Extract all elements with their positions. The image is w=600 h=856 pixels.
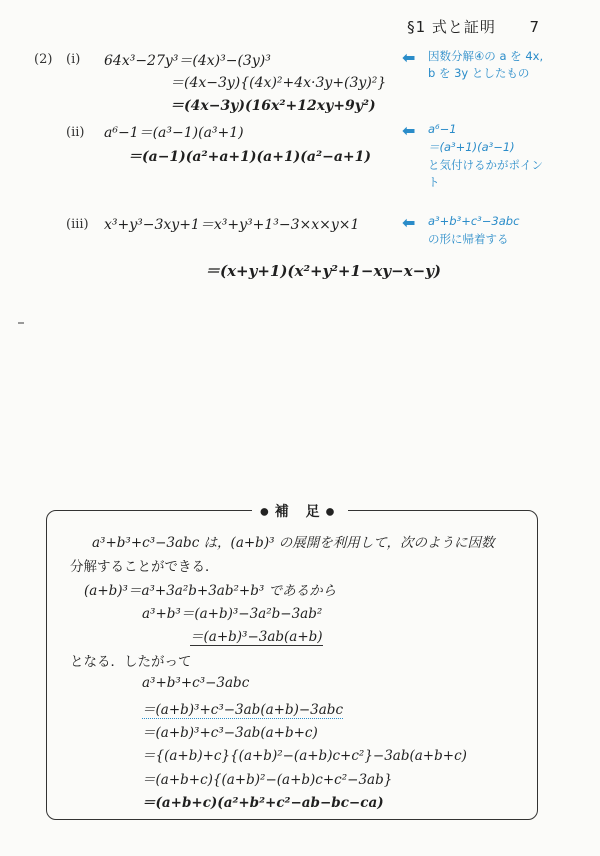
eq-i-line1: 64x³−27y³＝(4x)³−(3y)³ — [104, 53, 271, 69]
bullet-icon: ● — [325, 506, 341, 518]
eq-i-answer: ＝(4x−3y)(16x²+12xy+9y²) — [170, 98, 376, 114]
supplement-title: ●補 足● — [252, 501, 348, 521]
eq-ii-line1: a⁶−1＝(a³−1)(a³+1) — [104, 125, 244, 141]
left-arrow-icon: ⬅ — [402, 213, 416, 232]
part-ii-label: (ii) — [66, 125, 85, 140]
page-number: 7 — [529, 18, 540, 36]
supp-eq-3: ＝(a+b)³+c³−3ab(a+b+c) — [142, 725, 318, 741]
eq-iii-line1: x³+y³−3xy+1＝x³+y³+1³−3×x×y×1 — [104, 217, 360, 233]
supp-eq-2: ＝(a+b)³+c³−3ab(a+b)−3abc — [142, 702, 344, 718]
note-ii-2: ＝(a³+1)(a³−1) — [428, 140, 515, 154]
supp-eq-4: ＝{(a+b)+c}{(a+b)²−(a+b)c+c²}−3ab(a+b+c) — [142, 748, 467, 764]
supp-eq-answer: ＝(a+b+c)(a²+b²+c²−ab−bc−ca) — [142, 795, 384, 811]
supp-intro-1: a³+b³+c³−3abc は，(a+b)³ の展開を利用して，次のように因数 — [92, 535, 495, 551]
part-iii-label: (iii) — [66, 217, 89, 232]
supp-eq-5: ＝(a+b+c){(a+b)²−(a+b)c+c²−3ab} — [142, 772, 393, 788]
page-header — [407, 16, 540, 37]
supp-step-1: (a+b)³＝a³+3a²b+3ab²+b³ であるから — [84, 583, 337, 599]
supp-intro-2: 分解することができる． — [70, 559, 219, 575]
note-ii-1: a⁶−1 — [428, 122, 457, 136]
part-i-label: (i) — [66, 52, 81, 67]
note-ii-3: と気付けるかがポイント — [428, 158, 543, 189]
bullet-icon: ● — [260, 506, 275, 518]
eq-ii-answer: ＝(a−1)(a²+a+1)(a+1)(a²−a+1) — [128, 149, 372, 165]
supp-eq-1: a³+b³+c³−3abc — [142, 675, 250, 691]
supp-step-2: a³+b³＝(a+b)³−3a²b−3ab² — [142, 606, 323, 622]
supp-step-4: となる．したがって — [70, 654, 192, 670]
note-iii-1: a³+b³+c³−3abc — [428, 214, 520, 228]
margin-mark — [18, 322, 24, 324]
note-iii-2: の形に帰着する — [428, 232, 509, 246]
eq-i-line2: ＝(4x−3y){(4x)²+4x·3y+(3y)²} — [170, 75, 387, 91]
supp-step-3: ＝(a+b)³−3ab(a+b) — [190, 629, 323, 645]
eq-iii-answer: ＝(x+y+1)(x²+y²+1−xy−x−y) — [205, 262, 442, 280]
left-arrow-icon: ⬅ — [402, 48, 416, 67]
part-2-label: (2) — [34, 52, 53, 67]
note-i: 因数分解④の a を 4x, b を 3y としたもの — [428, 49, 544, 80]
left-arrow-icon: ⬅ — [402, 121, 416, 140]
section-title: §1 式と証明 — [407, 18, 496, 36]
